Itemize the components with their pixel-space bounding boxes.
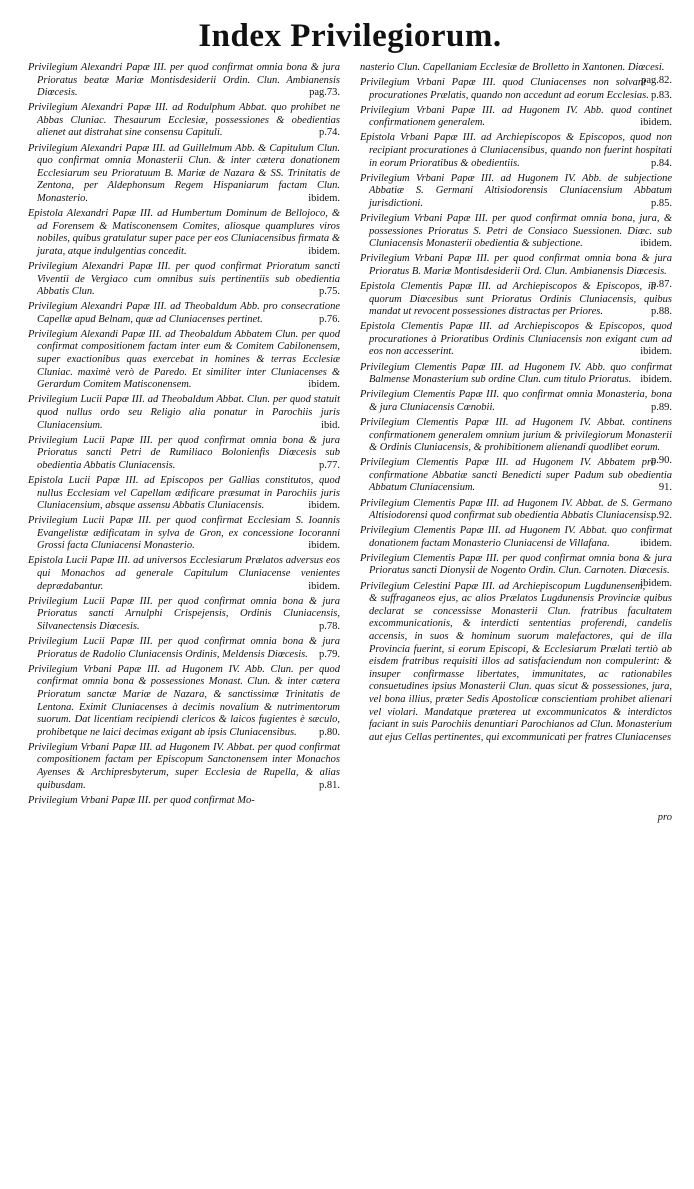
index-entry xyxy=(28,795,340,808)
page-reference: p.92. xyxy=(651,510,672,522)
page-reference: 91. xyxy=(658,482,672,494)
entry-text: Privilegium Vrbani Papæ III. per quod confirmat Mo- xyxy=(28,794,255,806)
index-entry xyxy=(28,301,340,326)
entry-text: Privilegium Lucii Papæ III. per quod confirmat omnia bona & jura Prioratus sancti Petri de Rumiliaco Bolonienfis Diœcesis sub obedientia Abbatis Cluniacensis. xyxy=(28,434,340,471)
page-reference: p.83. xyxy=(651,89,672,101)
index-entry xyxy=(28,143,340,206)
index-entry xyxy=(360,454,672,495)
page-reference: p.81. xyxy=(319,779,340,791)
entry-text: Privilegium Lucii Papæ III. ad Theobaldum Abbat. Clun. per quod statuit quod nullus ordo seu Religio alia ponatur in Parochiis juris Cluniacensium. xyxy=(28,394,340,431)
page-reference: p.74. xyxy=(319,127,340,139)
index-entry xyxy=(28,475,340,513)
entry-text: Privilegium Alexandri Papæ III. ad Theobaldum Abb. pro consecratione Capellæ apud Belnam, quæ ad Cluniacenses pertinet. xyxy=(28,301,340,325)
entry-text: Privilegium Lucii Papæ III. per quod confirmat omnia bona & jura Prioratus de Radolio Cluniacensis Ordinis, Meldensis Diœcesis. xyxy=(28,636,340,660)
index-entry xyxy=(360,389,672,414)
left-column xyxy=(28,62,340,810)
page-reference: ibidem. xyxy=(308,540,340,552)
entry-text: Privilegium Clementis Papæ III. ad Hugonem IV. Abbat. continens confirmationem generalem omnium jurium & privilegiorum Monasterii & Ordinis Cluniacensis, & prohibitionem alienandi quodlibet eorum. xyxy=(360,416,672,454)
index-entry xyxy=(28,329,340,392)
entry-text: Epistola Alexandri Papæ III. ad Humbertum Dominum de Bellojoco, & ad Forensem & Matisconensem Comites, aliosque quamplures viros nobiles, quibus gratulatur super pace per eos Cluniacensibus firmata & jurata, atque indulgentias concedit. xyxy=(28,208,340,257)
entry-text: Epistola Lucii Papæ III. ad universos Ecclesiarum Prælatos adversus eos qui Monachos ad generale Capitulum Cluniacense venientes deprædabantur. xyxy=(28,555,340,592)
page-reference: p.78. xyxy=(319,620,340,632)
index-entry xyxy=(360,105,672,130)
entry-text: nasterio Clun. Capellaniam Ecclesiæ de Brolletto in Xantonen. Diœcesi. xyxy=(360,62,665,73)
page-reference: ibidem. xyxy=(640,374,672,386)
entry-text: Privilegium Alexandri Papæ III. ad Rodulphum Abbat. quo prohibet ne Abbas Cluniac. Thesaurum Ecclesiæ, possessiones & obedientias alienet aut distrahat sine consensu Capituli. xyxy=(28,102,340,139)
index-entry xyxy=(28,664,340,740)
index-entry xyxy=(28,435,340,473)
index-entry xyxy=(360,278,672,319)
entry-text: Privilegium Clementis Papæ III. ad Hugonem IV. Abb. quo confirmat Balmense Monasterium sub ordine Clun. cum titulo Prioratus. xyxy=(360,361,672,386)
entry-text: Privilegium Vrbani Papæ III. ad Hugonem IV. Abb. de subjectione Abbatiæ S. Germani Altisiodorensis Cluniacensium Abbatum jurisdictioni. xyxy=(360,172,672,209)
page-reference: p.76. xyxy=(319,313,340,325)
entry-text: Privilegium Clementis Papæ III. quo confirmat omnia Monasteria, bona & jura Cluniacensis Cœnobii. xyxy=(360,389,672,413)
page-reference: ibidem. xyxy=(640,117,672,129)
page-reference: p.75. xyxy=(319,286,340,298)
entry-text: Privilegium Celestini Papæ III. ad Archiepiscopum Lugdunensem, & suffraganeos ejus, ac alios Prælatos Lugdunensis Provinciæ quibus declarat se concessisse Monasterii Clun. fratribus facultatem excommunicationis, & interdicti sententias proferendi, candelis accensis, in suos & hominum suorum malefactores, qui de illa Provincia fuerint, si eorum Episcopi, & Ecclesiarum Prælati tertiò ab eisdem fratribus requisiti illos ad satisfaciendum non compulerint: & insuper confirmasse libertates, immunitates, ac rationabiles consuetudines ipsius Monasterii Clun. quas sicut & possessiones, jura, vel bona illius, præter Sedis Apostolicæ conscientiam prohibet alienari vel violari. Mandatque præterea ut excommunicatos & interdictos faciant in suis Parochiis denuntiari Parochianos ad Clun. Monasterium aut ejus Cellas pertinentes, qui excommunicati per fratres Cluniacenses xyxy=(360,580,672,743)
index-columns xyxy=(28,62,672,810)
index-entry xyxy=(28,261,340,299)
index-entry xyxy=(28,102,340,140)
entry-text: Privilegium Alexandri Papæ III. per quod confirmat omnia bona & jura Prioratus beatæ Mariæ Montisdesiderii Ordin. Clun. Ambianensis Diœcesis. xyxy=(28,62,340,99)
entry-text: Privilegium Clementis Papæ III. per quod confirmat omnia bona & jura Prioratus sancti Dionysii de Nogento Ordin. Clun. Carnoten. Diœcesis. xyxy=(360,552,672,577)
index-entry xyxy=(360,362,672,387)
index-entry xyxy=(28,62,340,100)
page-reference: ibidem. xyxy=(308,245,340,257)
index-entry xyxy=(360,253,672,290)
entry-text: Privilegium Vrbani Papæ III. quod Cluniacenses non solvant procurationes Prælatis, quando non accedunt ad eorum Ecclesias. xyxy=(360,77,649,101)
entry-text: Epistola Lucii Papæ III. ad Episcopos per Gallias constitutos, quod nullus Ecclesiam vel Capellam ædificare præsumat in Parochiis juris Cluniacensium, absque assensu Abbatis Cluniacensis. xyxy=(28,474,340,512)
index-entry xyxy=(360,552,672,590)
entry-text: Privilegium Vrbani Papæ III. ad Hugonem IV. Abb. quod continet confirmationem generalem. xyxy=(360,104,672,129)
entry-text: Epistola Vrbani Papæ III. ad Archiepiscopos & Episcopos, quod non recipiant procurationes à Cluniacensibus, quando non fuerint hospitati in eorum Prioratibus & obedientiis. xyxy=(360,132,672,169)
index-entry xyxy=(28,636,340,661)
page-reference: pag.82. xyxy=(641,74,672,86)
entry-text: Privilegium Alexandri Papæ III. per quod confirmat Prioratum sancti Viventii de Vergiaco cum omnibus suis pertinentiis sub obedientia Abbatis Clun. xyxy=(28,260,340,298)
entry-text: Privilegium Clementis Papæ III. ad Hugonem IV. Abbat. quo confirmat donationem factam Monasterio Cluniacensi de Villafana. xyxy=(360,525,672,549)
page-reference: p.77. xyxy=(319,459,340,471)
page-reference: ibidem. xyxy=(308,379,340,391)
entry-text: Privilegium Vrbani Papæ III. per quod confirmat omnia bona & jura Prioratus B. Mariæ Montisdesiderii Ord. Clun. Ambianensis Diœcesis. xyxy=(360,253,672,277)
index-entry xyxy=(28,596,340,634)
index-entry xyxy=(360,416,672,466)
index-entry xyxy=(360,581,672,745)
entry-text: Privilegium Lucii Papæ III. per quod confirmat Ecclesiam S. Ioannis Evangelistæ ædificatam in sylva de Gron, ex concessione Iocoranni Grossi facta Cluniacensi Monasterio. xyxy=(28,515,340,552)
index-entry xyxy=(28,555,340,593)
page-reference: ibidem. xyxy=(308,192,340,204)
entry-text: Privilegium Alexandi Papæ III. ad Theobaldum Abbatem Clun. per quod confirmat compositionem factam inter eum & Comitem Cabilonensem, super exactionibus quas exercebat in homines & terras Ecclesiæ Cluniac. maximè verò de Paredo. Et similiter inter Cluniacenses & Gerardum Comitem Matisconensem. xyxy=(28,328,340,391)
entry-text: Privilegium Alexandri Papæ III. ad Guillelmum Abb. & Capitulum Clun. quo confirmat omnia Monasterii Clun. & inter cætera donationem Ecclesiarum seu Prioratuum B. Mariæ de Nazara & SS. Trinitatis de Zentona, per Aldephonsum Regem Hispaniarum factam Clun. Monasterio. xyxy=(28,142,340,204)
right-column xyxy=(360,62,672,810)
page-reference: p.84. xyxy=(651,157,672,169)
page-reference: ibidem. xyxy=(640,238,672,250)
index-entry xyxy=(28,515,340,553)
page-reference: ibidem. xyxy=(640,537,672,549)
page-title: Index Privilegiorum. xyxy=(198,18,502,54)
entry-text: Privilegium Lucii Papæ III. per quod confirmat omnia bona & jura Prioratus sancti Arnulphi Crispejensis, Ordinis Cluniacensis, Silvanectensis Diœcesis. xyxy=(28,595,340,632)
index-entry xyxy=(360,213,672,251)
entry-text: Privilegium Vrbani Papæ III. per quod confirmat omnia bona, jura, & possessiones Prioratus S. Petri de Consiaco Suessionen. Diœc. sub Cluniacensis Monasterii obedientia & subjectione. xyxy=(360,213,672,250)
index-entry xyxy=(360,62,672,86)
entry-text: Privilegium Clementis Papæ III. ad Hugonem IV. Abbatem pro confirmatione Abbatiæ sancti Benedicti super Padum sub obedientia Abbatum Cluniacensium. xyxy=(360,457,672,494)
page-reference: ibidem. xyxy=(308,580,340,592)
page-reference: p.85. xyxy=(651,197,672,209)
page-reference: p.87. xyxy=(651,278,672,290)
entry-text: Epistola Clementis Papæ III. ad Archiepiscopos & Episcopos, quod procurationes à Prioratibus Ordinis Cluniacensis non exigant cum ad eos non accesserint. xyxy=(360,321,672,358)
index-entry xyxy=(360,74,672,102)
index-entry xyxy=(28,208,340,258)
index-entry xyxy=(360,321,672,359)
entry-text: Privilegium Vrbani Papæ III. ad Hugonem IV. Abbat. per quod confirmat compositionem factam per Episcopum Sanctonensem inter Monachos Ayenses & Archipresbyterum, super Ecclesia de Rupella, & alias quibusdam. xyxy=(28,741,340,791)
page-reference: p.80. xyxy=(319,726,340,738)
index-entry xyxy=(28,742,340,792)
page-reference: pag.73. xyxy=(309,87,340,99)
page-reference: p.88. xyxy=(651,306,672,318)
catchword: pro xyxy=(657,811,672,823)
index-entry xyxy=(28,394,340,432)
page-reference: p.90. xyxy=(651,454,672,466)
page-reference: p.89. xyxy=(651,401,672,413)
index-entry xyxy=(360,498,672,523)
entry-text: Privilegium Vrbani Papæ III. ad Hugonem IV. Abb. Clun. per quod confirmat omnia bona & possessiones Monast. Clun. & inter cætera Prioratum sanctæ Mariæ de Nazara, & sanctissimæ Trinitatis de Lentona. Eximit Cluniacenses à decimis novalium & nutrimentorum suorum. Dat licentiam recipiendi clericos & laicos fugientes è sæculo, prohibetque ne laici decimas exigant ab ipsis Cluniacensibus. xyxy=(28,663,340,738)
entry-text: Epistola Clementis Papæ III. ad Archiepiscopos & Episcopos, in quorum Diœcesibus sunt Prioratus Ordinis Cluniacensis, quibus mandat ut revocent possessiones distractas per Priores. xyxy=(360,281,672,318)
page-reference: ibidem. xyxy=(640,346,672,358)
page-reference: ibidem. xyxy=(308,500,340,512)
entry-text: Privilegium Clementis Papæ III. ad Hugonem IV. Abbat. de S. Germano Altisiodorensi quod confirmat sub obedientia Abbatis Cluniacensis. xyxy=(360,497,672,522)
index-entry xyxy=(360,525,672,550)
page-reference: ibidem. xyxy=(640,578,672,590)
page-reference: ibid. xyxy=(321,419,340,431)
index-entry xyxy=(360,173,672,211)
index-entry xyxy=(360,132,672,170)
page-reference: p.79. xyxy=(319,648,340,660)
